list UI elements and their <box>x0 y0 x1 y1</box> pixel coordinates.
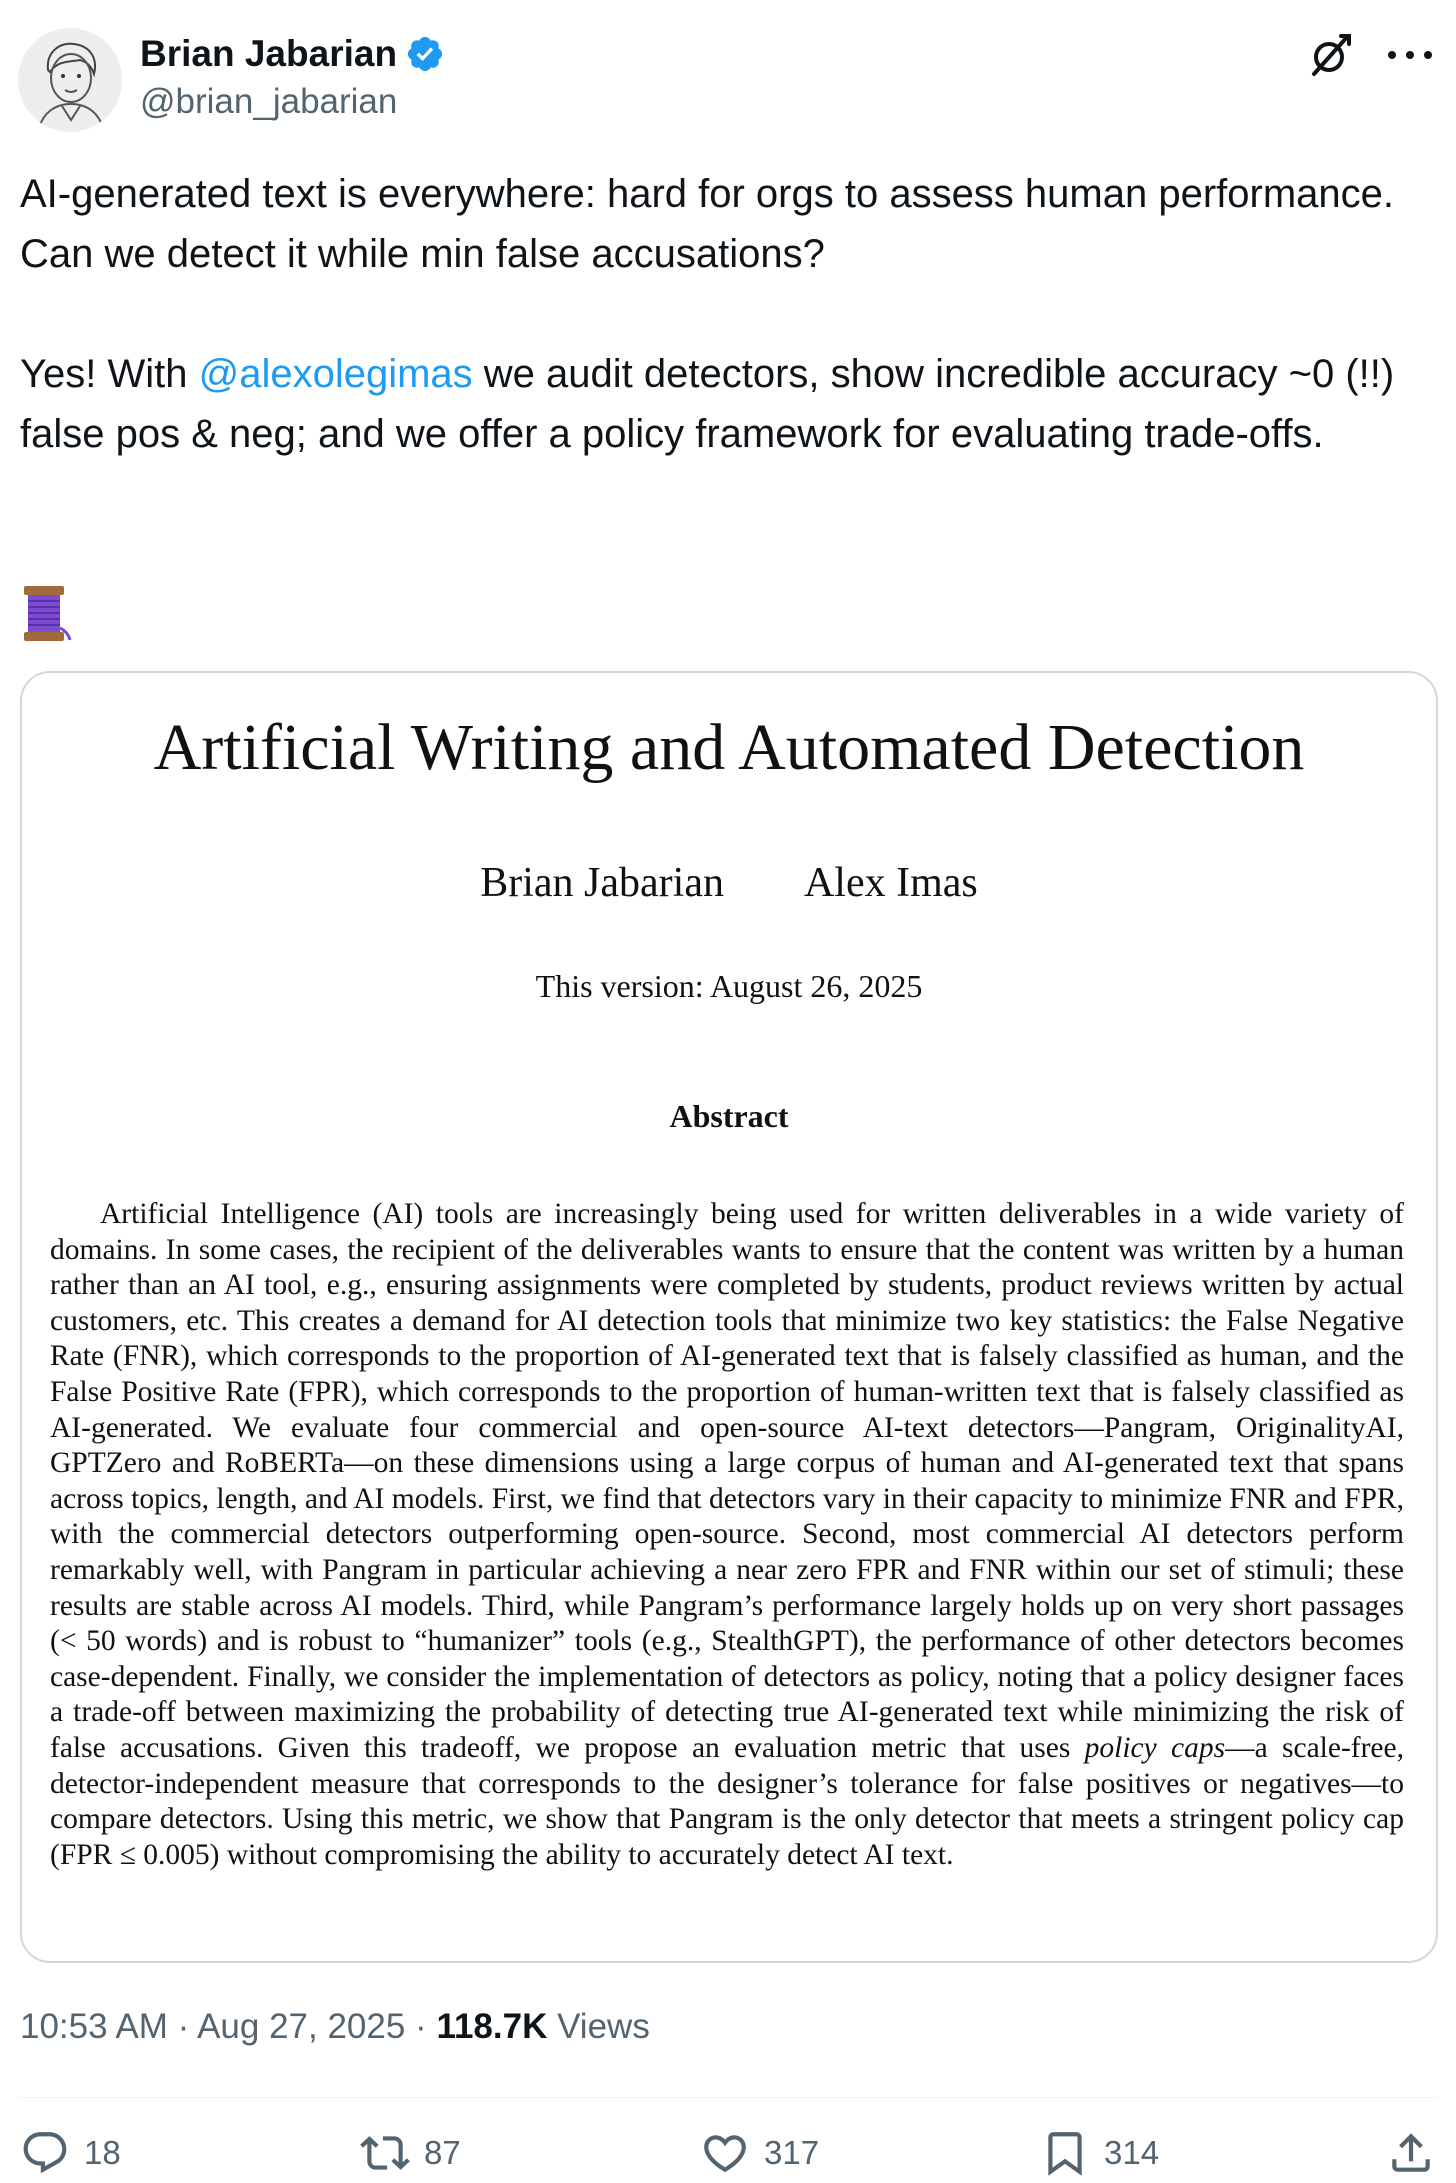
tweet-meta <box>20 2002 650 2052</box>
meta-separator: · <box>405 2007 437 2046</box>
bookmark-count: 314 <box>1104 2134 1160 2171</box>
divider <box>20 2097 1436 2098</box>
bookmark-icon <box>1040 2128 1090 2178</box>
abstract-heading: Abstract <box>669 1098 789 1134</box>
tweet-text-suffix: we audit detectors, show incredible accuracy ~0 (!!) false pos & neg; and we offer a policy framework for evaluating trade-offs. <box>20 352 1395 456</box>
name-line <box>140 30 445 78</box>
handle[interactable]: @brian_jabarian <box>140 82 398 121</box>
verified-badge-icon[interactable] <box>405 34 445 74</box>
bookmark-button[interactable] <box>1040 2128 1159 2178</box>
repost-icon <box>360 2128 410 2178</box>
tweet-text <box>20 164 1430 464</box>
action-bar <box>20 2128 1436 2178</box>
views-count[interactable]: 118.7K <box>436 2007 548 2046</box>
paper-title: Artificial Writing and Automated Detection <box>153 711 1305 784</box>
timestamp-date[interactable]: Aug 27, 2025 <box>197 2007 406 2046</box>
spool-of-thread-icon <box>22 586 72 642</box>
reply-icon <box>20 2128 70 2178</box>
abstract-text-part-1: Artificial Intelligence (AI) tools are increasingly being used for written deliverables in a wide variety of domains. In some cases, the recipient of the deliverables wants to ensure that the content was written by a human rather than an AI tool, e.g., ensuring assignments were completed by students, product reviews written by actual customers, etc. This creates a demand for AI detection tools that minimize two key statistics: the False Negative Rate (FNR), which corresponds to the proportion of AI-generated text that is falsely classified as human, and the False Positive Rate (FPR), which corresponds to the proportion of human-written text that is falsely classified as AI-generated. We evaluate four commercial and open-source AI-text detectors—Pangram, OriginalityAI, GPTZero and RoBERTa—on these dimensions using a large corpus of human and AI-generated text that spans across topics, length, and AI models. First, we find that detectors vary in their capacity to minimize FNR and FPR, with the commercial detectors outperforming open-source. Second, most commercial AI detectors perform remarkably well, with Pangram in particular achieving a near zero FPR and FNR within our set of stimuli; these results are stable across AI models. Third, while Pangram’s performance largely holds up on very short passages (< 50 words) and is robust to “humanizer” tools (e.g., StealthGPT), the performance of other detectors becomes case-dependent. Finally, we consider the implementation of detectors as policy, noting that a policy designer faces a trade-off between maximizing the probability of detecting true AI-generated text while minimizing the risk of false accusations. Given this tradeoff, we propose an evaluation metric that uses <box>50 1198 1404 1764</box>
display-name[interactable]: Brian Jabarian <box>140 33 398 74</box>
heart-icon <box>700 2128 750 2178</box>
like-count: 317 <box>764 2134 820 2171</box>
tweet-text-prefix: Yes! With <box>20 352 199 396</box>
abstract-italic: policy caps <box>1084 1731 1226 1764</box>
reply-button[interactable] <box>20 2128 121 2178</box>
mention-link[interactable]: @alexolegimas <box>198 352 473 396</box>
views-label: Views <box>547 2007 650 2046</box>
abstract-body <box>50 1197 1404 1873</box>
media-attachment[interactable] <box>20 671 1438 1963</box>
share-button[interactable] <box>1386 2128 1436 2178</box>
paper-authors <box>22 853 1436 913</box>
avatar-sketch-icon <box>18 28 122 132</box>
timestamp-time[interactable]: 10:53 AM <box>20 2007 168 2046</box>
avatar[interactable] <box>18 28 122 132</box>
repost-button[interactable] <box>360 2128 461 2178</box>
repost-count: 87 <box>424 2134 461 2171</box>
tweet-header <box>18 22 1438 132</box>
tweet-paragraph-2 <box>20 344 1430 464</box>
paper-author: Brian Jabarian <box>480 860 724 906</box>
like-button[interactable] <box>700 2128 819 2178</box>
grok-icon[interactable] <box>1306 30 1356 80</box>
paper-version: This version: August 26, 2025 <box>535 968 923 1004</box>
reply-count: 18 <box>84 2134 121 2171</box>
more-options-icon[interactable] <box>1382 30 1438 80</box>
share-icon <box>1386 2128 1436 2178</box>
paper-author: Alex Imas <box>803 860 978 906</box>
abstract-text-part-2: —a scale-free, detector-independent measure that corresponds to the designer’s tolerance for false positives or negatives—to compare detectors. Using this metric, we show that Pangram is the only detector that meets a stringent policy cap (FPR ≤ 0.005) without compromising the ability to accurately detect AI text. <box>50 1731 1404 1871</box>
tweet-paragraph-1: AI-generated text is everywhere: hard for orgs to assess human performance. Can we detect it while min false accusations? <box>20 172 1395 276</box>
meta-separator: · <box>167 2007 198 2046</box>
